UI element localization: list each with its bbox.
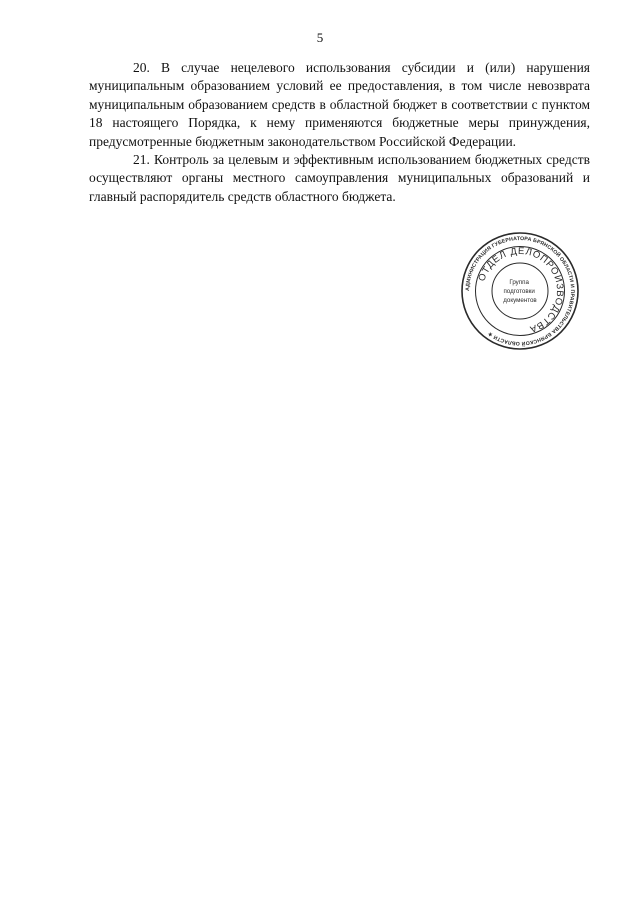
stamp-center-text: Группа подготовки документов bbox=[503, 279, 537, 304]
page-number: 5 bbox=[316, 30, 324, 45]
official-stamp bbox=[460, 231, 580, 351]
stamp-outer-ring-text: АДМИНИСТРАЦИЯ ГУБЕРНАТОРА БРЯНСКОЙ ОБЛАСТИ И ПРАВИТЕЛЬСТВА БРЯНСКОЙ ОБЛАСТИ ★ bbox=[464, 235, 576, 347]
paragraph-20: 20. В случае нецелевого использования субсидии и (или) нарушения муниципальным образованием условий ее предоставления, в том числе невозврата муниципальным образованием средств в областной бюджет в соответствии с пунктом 18 настоящего Порядка, к нему применяются бюджетные меры принуждения, предусмотренные бюджетным законодательством Российской Федерации. bbox=[89, 60, 590, 149]
paragraph-21: 21. Контроль за целевым и эффективным использованием бюджетных средств осуществляют органы местного самоуправления муниципальных образований и главный распорядитель средств областного бюджета. bbox=[89, 152, 590, 204]
stamp-inner-ring-text: ОТДЕЛ ДЕЛОПРОИЗВОДСТВА bbox=[476, 245, 566, 335]
document-body bbox=[89, 59, 590, 206]
stamp-seal bbox=[460, 231, 580, 351]
